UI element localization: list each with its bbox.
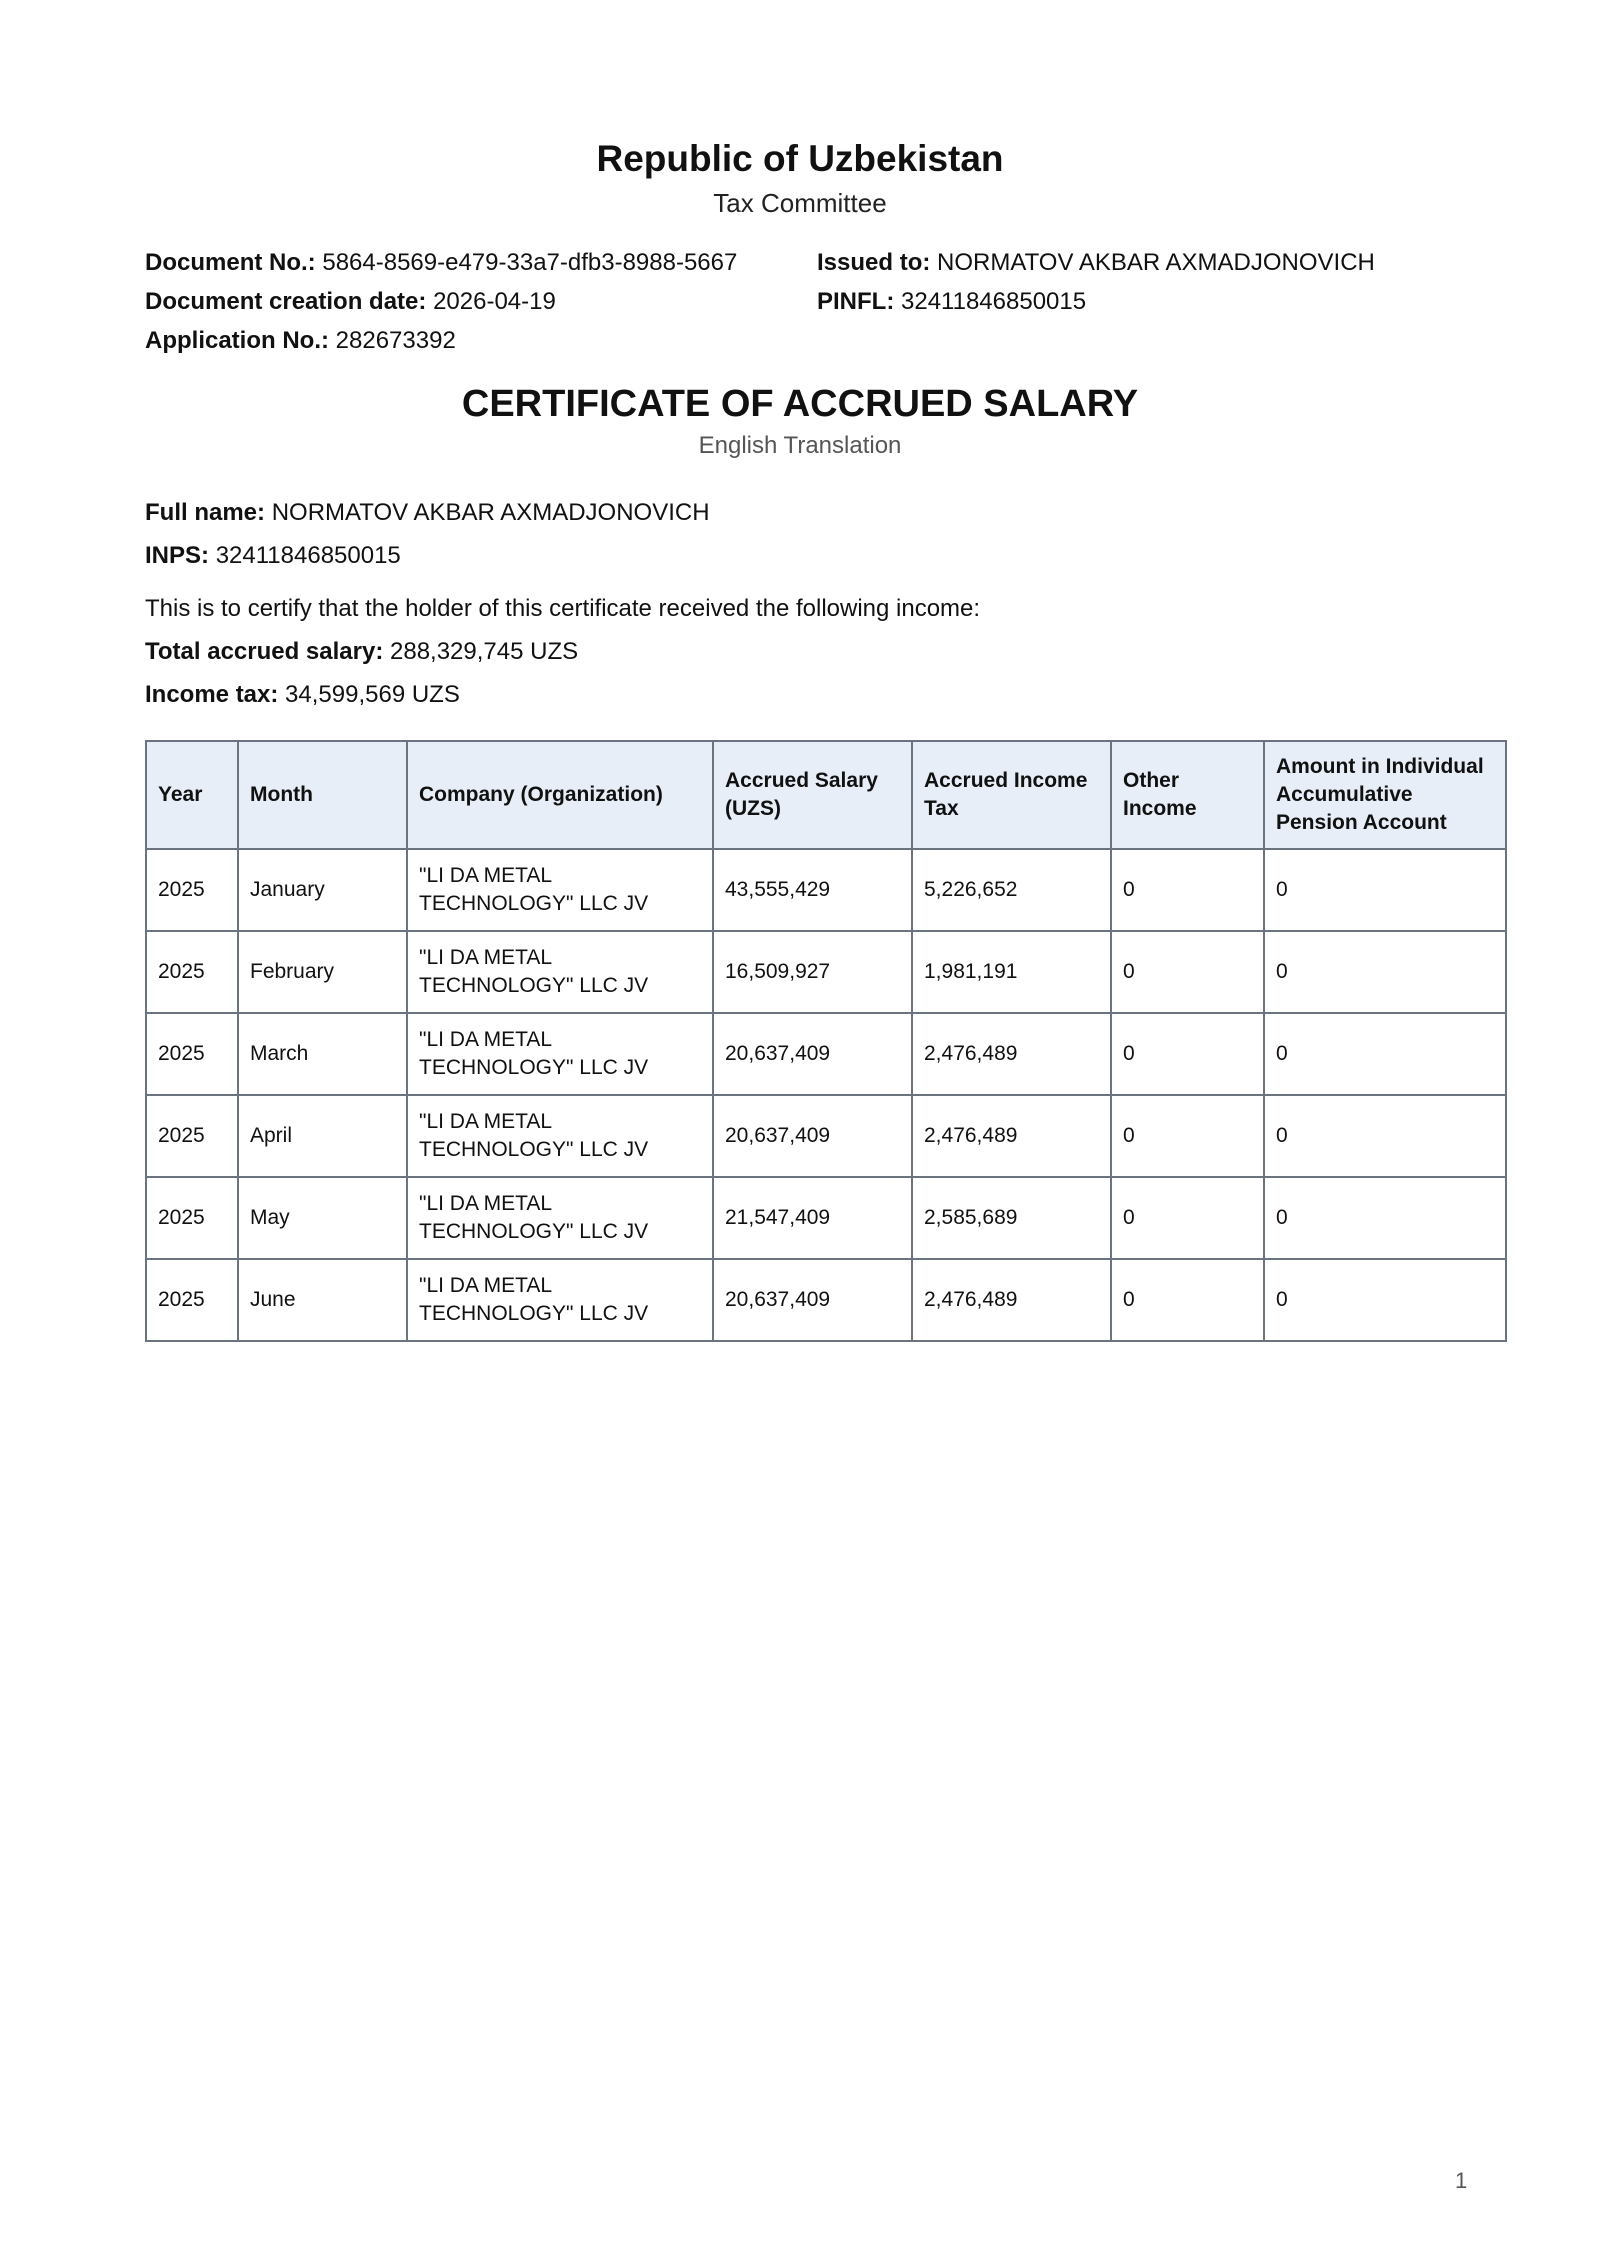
income-tax-label: Income tax: bbox=[145, 681, 279, 708]
cell-other-income: 0 bbox=[1111, 849, 1264, 931]
salary-table bbox=[145, 740, 1507, 1342]
table-row bbox=[146, 931, 1506, 1013]
full-name-value: NORMATOV AKBAR AXMADJONOVICH bbox=[271, 499, 710, 526]
page-number: 1 bbox=[1455, 2168, 1468, 2193]
cell-income-tax: 2,476,489 bbox=[912, 1259, 1111, 1341]
col-header-company: Company (Organization) bbox=[407, 741, 713, 849]
application-no-value: 282673392 bbox=[335, 327, 456, 354]
cell-other-income: 0 bbox=[1111, 1095, 1264, 1177]
cell-other-income: 0 bbox=[1111, 931, 1264, 1013]
pinfl-value: 32411846850015 bbox=[901, 288, 1087, 315]
cell-pension-amount: 0 bbox=[1264, 931, 1506, 1013]
total-salary-value: 288,329,745 UZS bbox=[390, 638, 579, 665]
cell-other-income: 0 bbox=[1111, 1259, 1264, 1341]
cell-year: 2025 bbox=[146, 1095, 238, 1177]
cell-accrued-salary: 20,637,409 bbox=[713, 1095, 912, 1177]
application-no-line bbox=[145, 321, 737, 360]
cell-pension-amount: 0 bbox=[1264, 1095, 1506, 1177]
document-meta-left bbox=[145, 243, 737, 360]
person-details bbox=[145, 491, 710, 577]
income-summary bbox=[145, 587, 980, 716]
inps-label: INPS: bbox=[145, 542, 210, 569]
cell-year: 2025 bbox=[146, 1013, 238, 1095]
country-heading: Republic of Uzbekistan bbox=[596, 138, 1004, 179]
cell-company: "LI DA METAL TECHNOLOGY" LLC JV bbox=[407, 1177, 713, 1259]
cell-pension-amount: 0 bbox=[1264, 1177, 1506, 1259]
cell-company: "LI DA METAL TECHNOLOGY" LLC JV bbox=[407, 1095, 713, 1177]
pinfl-label: PINFL: bbox=[817, 288, 895, 315]
cell-income-tax: 5,226,652 bbox=[912, 849, 1111, 931]
col-header-month: Month bbox=[238, 741, 407, 849]
cell-pension-amount: 0 bbox=[1264, 1259, 1506, 1341]
table-row bbox=[146, 1013, 1506, 1095]
inps-value: 32411846850015 bbox=[215, 542, 401, 569]
table-header-row bbox=[146, 741, 1506, 849]
cell-accrued-salary: 20,637,409 bbox=[713, 1259, 912, 1341]
table-row bbox=[146, 1177, 1506, 1259]
cell-year: 2025 bbox=[146, 1177, 238, 1259]
table-row bbox=[146, 1095, 1506, 1177]
col-header-pension-amount: Amount in Individual Accumulative Pension Account bbox=[1264, 741, 1506, 849]
creation-date-line bbox=[145, 282, 737, 321]
cell-income-tax: 2,476,489 bbox=[912, 1013, 1111, 1095]
document-meta-right bbox=[817, 243, 1375, 321]
certificate-title: CERTIFICATE OF ACCRUED SALARY bbox=[461, 383, 1139, 425]
cell-year: 2025 bbox=[146, 1259, 238, 1341]
col-header-year: Year bbox=[146, 741, 238, 849]
cell-accrued-salary: 16,509,927 bbox=[713, 931, 912, 1013]
col-header-income-tax: Accrued Income Tax bbox=[912, 741, 1111, 849]
cell-other-income: 0 bbox=[1111, 1013, 1264, 1095]
issued-to-label: Issued to: bbox=[817, 249, 931, 276]
document-no-line bbox=[145, 243, 737, 282]
income-tax-line bbox=[145, 673, 980, 716]
cell-income-tax: 2,585,689 bbox=[912, 1177, 1111, 1259]
cell-other-income: 0 bbox=[1111, 1177, 1264, 1259]
creation-date-label: Document creation date: bbox=[145, 288, 427, 315]
creation-date-value: 2026-04-19 bbox=[433, 288, 556, 315]
certify-statement: This is to certify that the holder of this certificate received the following income: bbox=[145, 595, 981, 622]
cell-income-tax: 2,476,489 bbox=[912, 1095, 1111, 1177]
issued-to-line bbox=[817, 243, 1375, 282]
table-row bbox=[146, 1259, 1506, 1341]
cell-income-tax: 1,981,191 bbox=[912, 931, 1111, 1013]
cell-pension-amount: 0 bbox=[1264, 849, 1506, 931]
cell-accrued-salary: 20,637,409 bbox=[713, 1013, 912, 1095]
full-name-line bbox=[145, 491, 710, 534]
cell-company: "LI DA METAL TECHNOLOGY" LLC JV bbox=[407, 849, 713, 931]
issued-to-value: NORMATOV AKBAR AXMADJONOVICH bbox=[937, 249, 1375, 276]
cell-company: "LI DA METAL TECHNOLOGY" LLC JV bbox=[407, 1259, 713, 1341]
cell-month: June bbox=[238, 1259, 407, 1341]
cell-accrued-salary: 43,555,429 bbox=[713, 849, 912, 931]
cell-month: May bbox=[238, 1177, 407, 1259]
total-salary-line bbox=[145, 630, 980, 673]
document-no-label: Document No.: bbox=[145, 249, 316, 276]
document-no-value: 5864-8569-e479-33a7-dfb3-8988-5667 bbox=[322, 249, 738, 276]
col-header-other-income: Other Income bbox=[1111, 741, 1264, 849]
col-header-accrued-salary: Accrued Salary (UZS) bbox=[713, 741, 912, 849]
authority-heading: Tax Committee bbox=[713, 188, 887, 218]
cell-month: January bbox=[238, 849, 407, 931]
cell-month: February bbox=[238, 931, 407, 1013]
translation-note: English Translation bbox=[698, 432, 902, 459]
full-name-label: Full name: bbox=[145, 499, 266, 526]
cell-company: "LI DA METAL TECHNOLOGY" LLC JV bbox=[407, 931, 713, 1013]
cell-year: 2025 bbox=[146, 849, 238, 931]
table-row bbox=[146, 849, 1506, 931]
cell-month: April bbox=[238, 1095, 407, 1177]
cell-pension-amount: 0 bbox=[1264, 1013, 1506, 1095]
cell-company: "LI DA METAL TECHNOLOGY" LLC JV bbox=[407, 1013, 713, 1095]
cell-month: March bbox=[238, 1013, 407, 1095]
total-salary-label: Total accrued salary: bbox=[145, 638, 384, 665]
application-no-label: Application No.: bbox=[145, 327, 329, 354]
cell-accrued-salary: 21,547,409 bbox=[713, 1177, 912, 1259]
income-tax-value: 34,599,569 UZS bbox=[285, 681, 460, 708]
inps-line bbox=[145, 534, 710, 577]
pinfl-line bbox=[817, 282, 1375, 321]
cell-year: 2025 bbox=[146, 931, 238, 1013]
